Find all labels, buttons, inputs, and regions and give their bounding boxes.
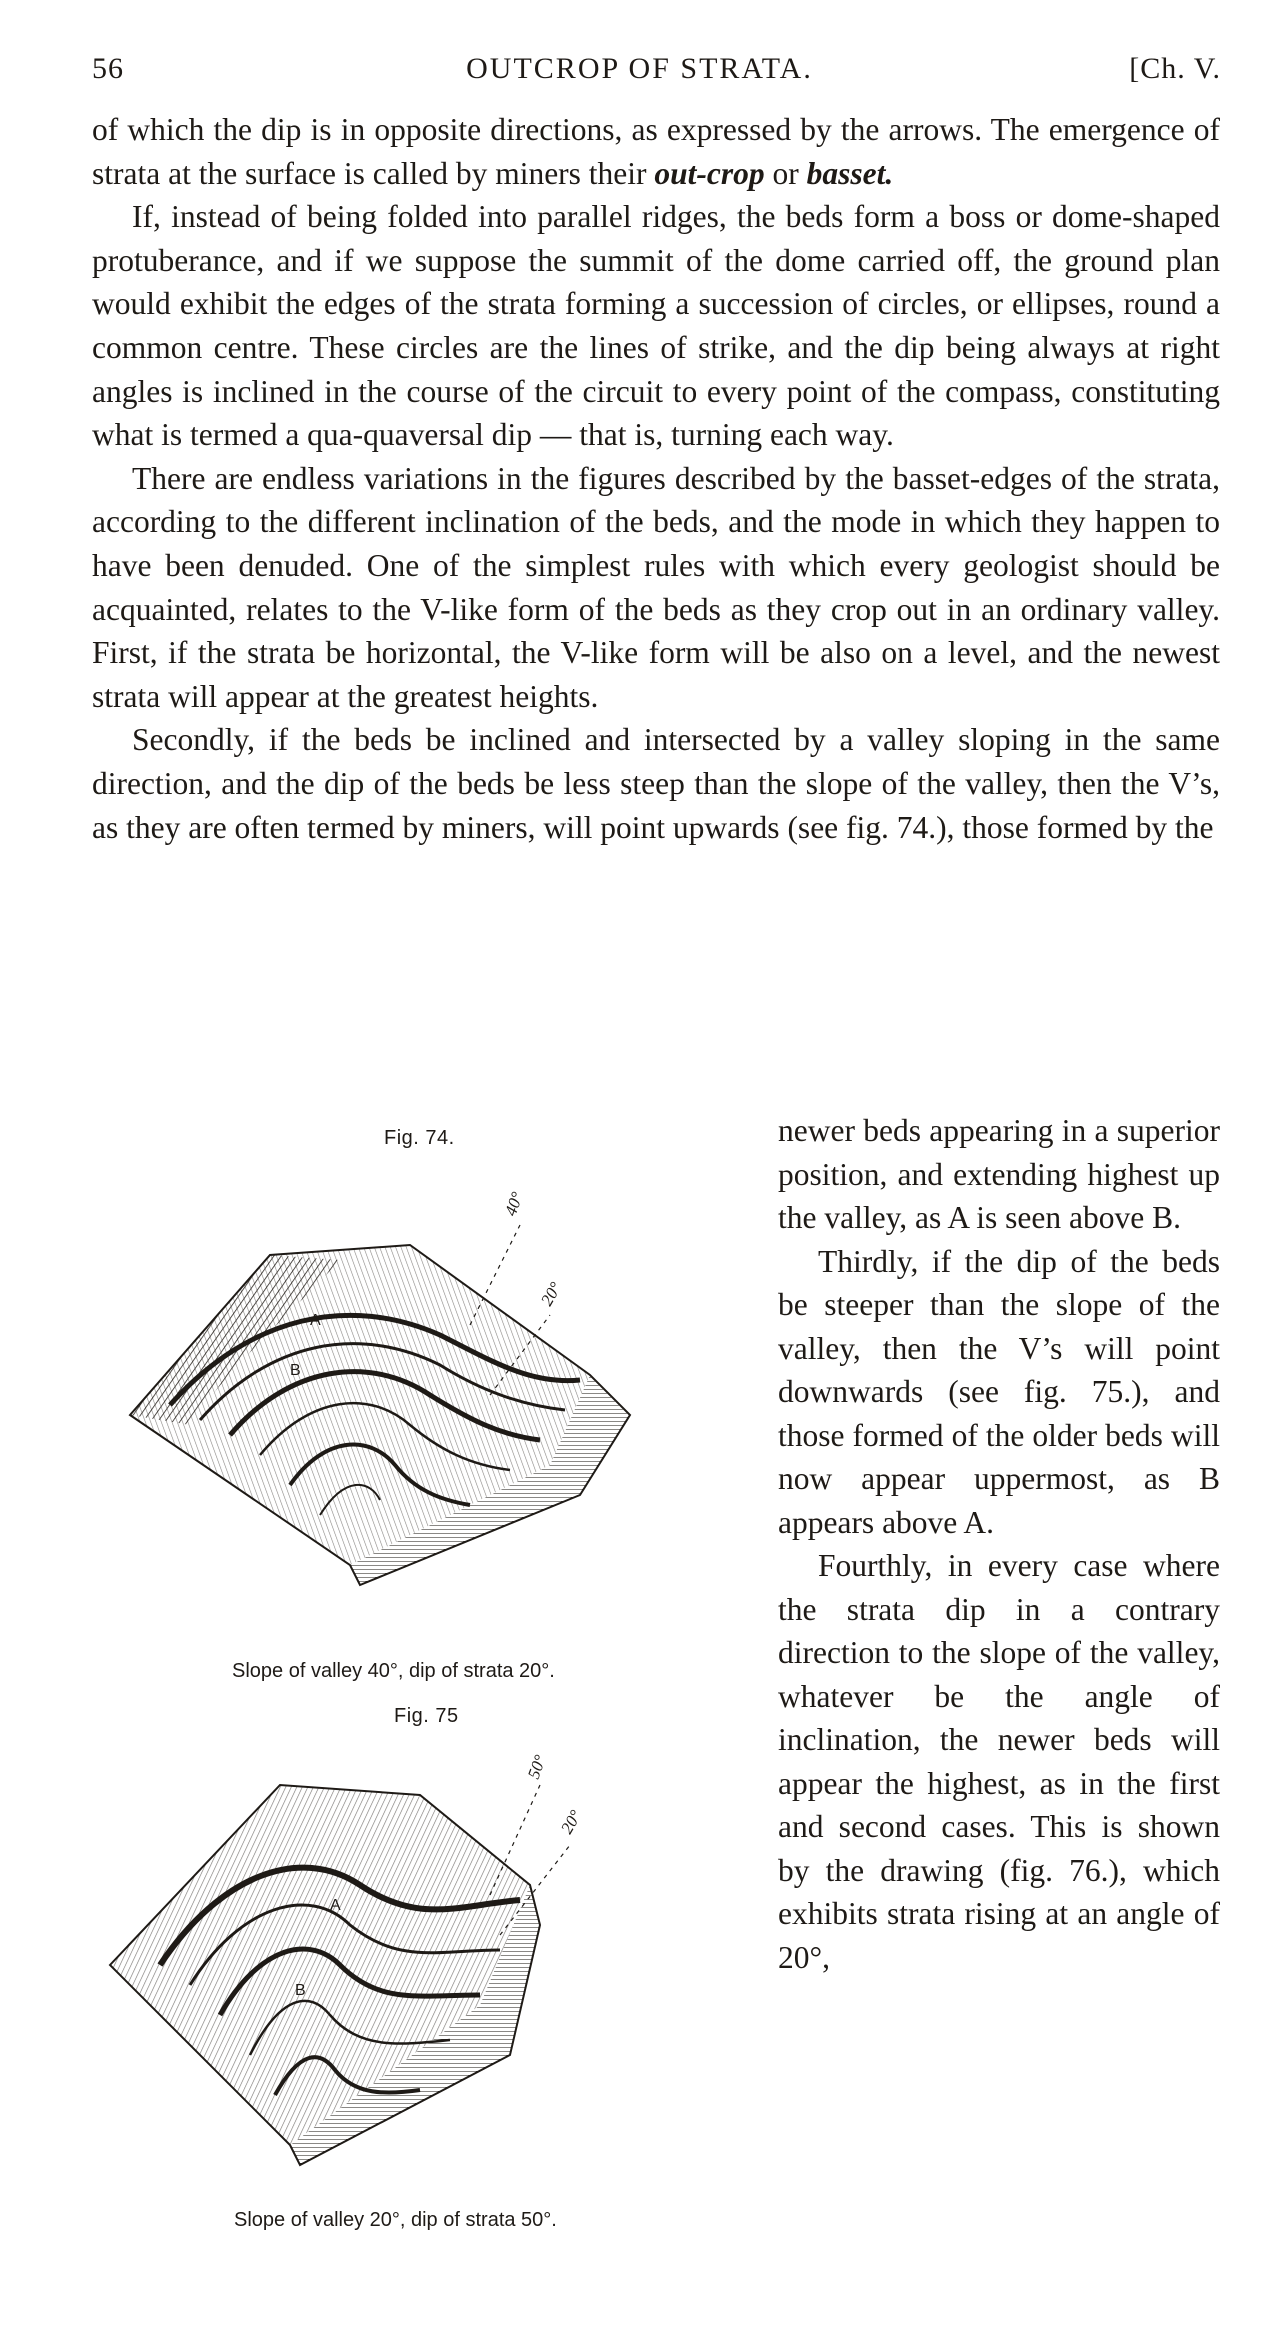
paragraph-4-continued: newer beds appearing in a superior position, and extending highest up the valley, as A is seen above B. bbox=[778, 1113, 1220, 1235]
paragraph-1 bbox=[92, 108, 1220, 195]
figure-74-caption: Slope of valley 40°, dip of strata 20°. bbox=[232, 1660, 555, 1682]
figures-column bbox=[80, 1125, 760, 2245]
paragraph-1-text: of which the dip is in opposite directions, as expressed by the arrows. The emergence of strata at the surface is called by miners their bbox=[92, 112, 1220, 191]
figure-75-angle-upper: 50° bbox=[523, 1752, 550, 1782]
figure-75-engraving bbox=[100, 1735, 740, 2175]
paragraph-1-or: or bbox=[764, 155, 807, 191]
term-out-crop: out-crop bbox=[654, 155, 765, 191]
figure-75-marker-a: A bbox=[330, 1897, 341, 1914]
side-text bbox=[778, 1109, 1220, 1979]
main-text bbox=[92, 108, 1220, 849]
figure-74-marker-a: A bbox=[310, 1312, 321, 1329]
running-title: OUTCROP OF STRATA. bbox=[466, 52, 813, 85]
figure-74-marker-b: B bbox=[290, 1362, 301, 1379]
paragraph-4: Secondly, if the beds be inclined and intersected by a valley sloping in the same direction, and the dip of the beds be less steep than the slope of the valley, then the V’s, as they are often termed by miners, will point upwards (see fig. 74.), those formed by the bbox=[92, 722, 1220, 845]
paragraph-3: There are endless variations in the figures described by the basset-edges of the strata, according to the different inclination of the beds, and the mode in which they happen to have been denuded. One of the simplest rules with which every geologist should be acquainted, relates to the V-like form of the beds as they crop out in an ordinary valley. First, if the strata be horizontal, the V-like form will be also on a level, and the newest strata will appear at the greatest heights. bbox=[92, 460, 1220, 714]
figure-75-angle-lower: 20° bbox=[557, 1806, 586, 1837]
chapter-marker: [Ch. V. bbox=[1129, 52, 1221, 85]
figure-75-label: Fig. 75 bbox=[394, 1705, 459, 1727]
figure-75-caption: Slope of valley 20°, dip of strata 50°. bbox=[234, 2209, 557, 2231]
running-head bbox=[0, 52, 1279, 102]
page-number: 56 bbox=[92, 52, 124, 85]
paragraph-6: Fourthly, in every case where the strata dip in a contrary direction to the slope of the valley, whatever be the angle of inclination, the newer beds will appear the highest, as in the first and second cases. This is shown by the drawing (fig. 76.), which exhibits strata rising at an angle of 20°, bbox=[778, 1548, 1220, 1975]
paragraph-2: If, instead of being folded into parallel ridges, the beds form a boss or dome-shaped protuberance, and if we suppose the summit of the dome carried off, the ground plan would exhibit the edges of the strata forming a succession of circles, or ellipses, round a common centre. These circles are the lines of strike, and the dip being always at right angles is inclined in the course of the circuit to every point of the compass, constituting what is termed a qua-quaversal dip — that is, turning each way. bbox=[92, 199, 1220, 453]
paragraph-5: Thirdly, if the dip of the beds be steeper than the slope of the valley, then the V’s will point downwards (see fig. 75.), and those formed of the older beds will now appear uppermost, as B appears above A. bbox=[778, 1243, 1220, 1540]
figure-74-angle-lower: 20° bbox=[537, 1278, 566, 1309]
figure-74-label: Fig. 74. bbox=[384, 1127, 455, 1149]
figure-74-angle-upper: 40° bbox=[500, 1189, 527, 1219]
term-basset: basset. bbox=[806, 155, 894, 191]
figure-74-engraving bbox=[110, 1165, 750, 1595]
figure-75-marker-b: B bbox=[295, 1982, 306, 1999]
